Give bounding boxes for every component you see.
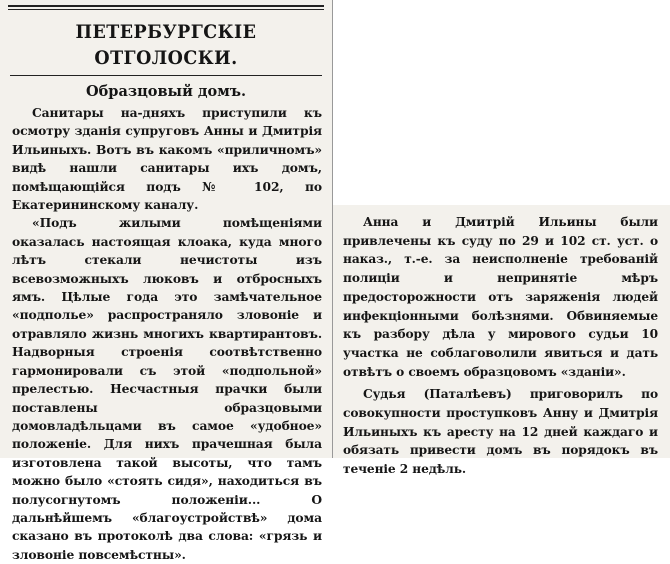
left-column	[0, 0, 333, 562]
heading-rule	[10, 75, 322, 76]
top-rule-thin	[8, 9, 324, 10]
right-column	[333, 205, 670, 477]
paragraph-charges: Анна и Дмитрій Ильины были привлечены къ суду по 29 и 102 ст. уст. о наказ., т.-е. за неисполненіе требованій полиціи и непринятіе мѣръ предосторожности отъ заряженія людей инфекціонными болѣзнями. Обвиняемые къ разбору дѣла у мирового судьи 10 участка не соблаговолили явиться и дать отвѣтъ о своемъ образцовомъ «зданіи».	[343, 215, 658, 379]
paragraph-intro: Санитары на-дняхъ приступили къ осмотру зданія супруговъ Анны и Дмитрія Ильиныхъ. Вотъ въ какомъ «приличномъ» видѣ нашли санитары ихъ домъ, помѣщающійся подъ № 102, по Екатерининскому каналу.	[12, 105, 322, 213]
article-title: Образцовый домъ.	[86, 83, 246, 100]
paragraph-quote: «Подъ жилыми помѣщеніями оказалась настоящая клоака, куда много лѣтъ стекали нечистоты изъ всевозможныхъ люковъ и отбросныхъ ямъ. Цѣлые года это замѣчательное «подполье» распространяло зловоніе и отравляло жизнь многихъ квартирантовъ. Надворныя строенія соотвѣтственно гармонировали съ этой «подпольной» прелестью. Несчастныя прачки были поставлены образцовыми домовладѣльцами въ самое «удобное» положеніе. Для нихъ прачешная была изготовлена такой высоты, что тамъ можно было «стоять сидя», находиться въ полусогнутомъ положеніи... О дальнѣйшемъ «благоустройствѣ» дома сказано въ протоколѣ два слова: «грязь и зловоніе повсемѣстны».	[12, 215, 322, 562]
section-heading: ПЕТЕРБУРГСКІЕ ОТГОЛОСКИ.	[75, 21, 257, 69]
paragraph-verdict: Судья (Паталѣевъ) приговорилъ по совокупности проступковъ Анну и Дмитрія Ильиныхъ къ аресту на 12 дней каждаго и обязать привести домъ въ порядокъ въ теченіе 2 недѣль.	[343, 387, 658, 477]
top-rule	[8, 5, 324, 7]
